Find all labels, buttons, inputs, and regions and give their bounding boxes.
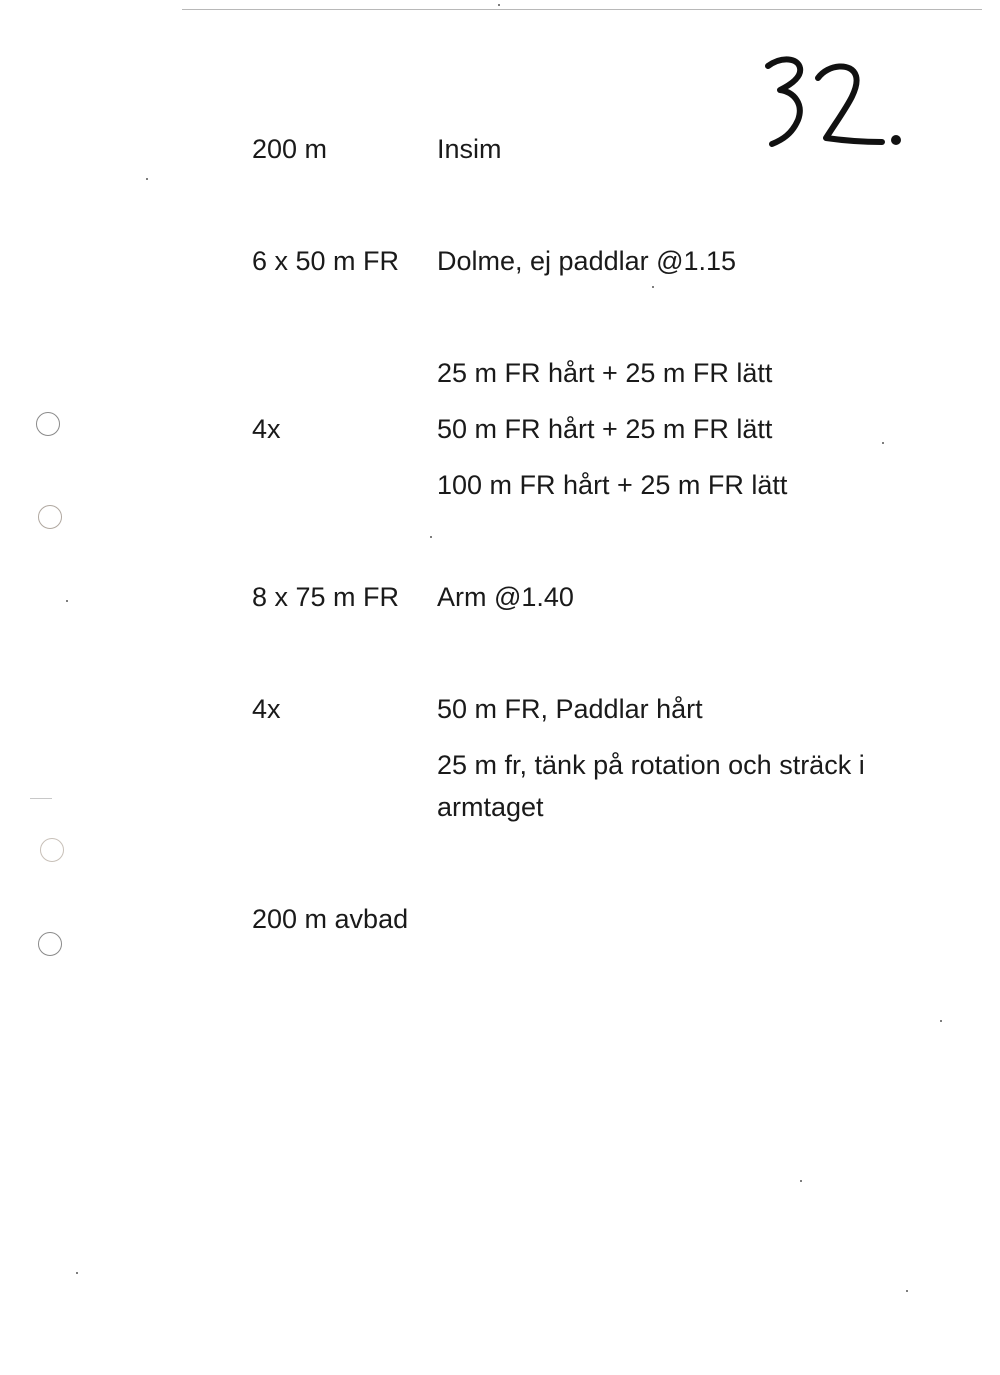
handwritten-page-number (760, 52, 920, 162)
set-description: Dolme, ej paddlar @1.15 (437, 246, 737, 276)
set-description: 100 m FR hårt + 25 m FR lätt (437, 470, 788, 500)
set-label: 200 m (252, 134, 328, 164)
set-description: 50 m FR, Paddlar hårt (437, 694, 703, 724)
set-description: 25 m fr, tänk på rotation och sträck i armtaget (437, 750, 865, 822)
margin-mark (30, 798, 52, 799)
top-edge-line (182, 9, 982, 10)
set-label: 200 m avbad (252, 904, 409, 934)
scan-speck (906, 1290, 908, 1292)
scan-speck (76, 1272, 78, 1274)
scan-speck (146, 178, 148, 180)
punch-hole (38, 932, 62, 956)
set-label: 4x (252, 414, 281, 444)
scan-speck (66, 600, 68, 602)
scan-speck (882, 442, 884, 444)
scan-speck (498, 4, 500, 6)
set-description: Arm @1.40 (437, 582, 574, 612)
scan-speck (940, 1020, 942, 1022)
set-description: 50 m FR hårt + 25 m FR lätt (437, 414, 773, 444)
set-label: 6 x 50 m FR (252, 246, 400, 276)
set-description: Insim (437, 134, 502, 164)
scan-speck (800, 1180, 802, 1182)
punch-hole (40, 838, 64, 862)
set-label: 4x (252, 694, 281, 724)
punch-hole (38, 505, 62, 529)
punch-hole (36, 412, 60, 436)
set-description: 25 m FR hårt + 25 m FR lätt (437, 358, 773, 388)
set-label: 8 x 75 m FR (252, 582, 400, 612)
scan-speck (652, 286, 654, 288)
scan-speck (430, 536, 432, 538)
